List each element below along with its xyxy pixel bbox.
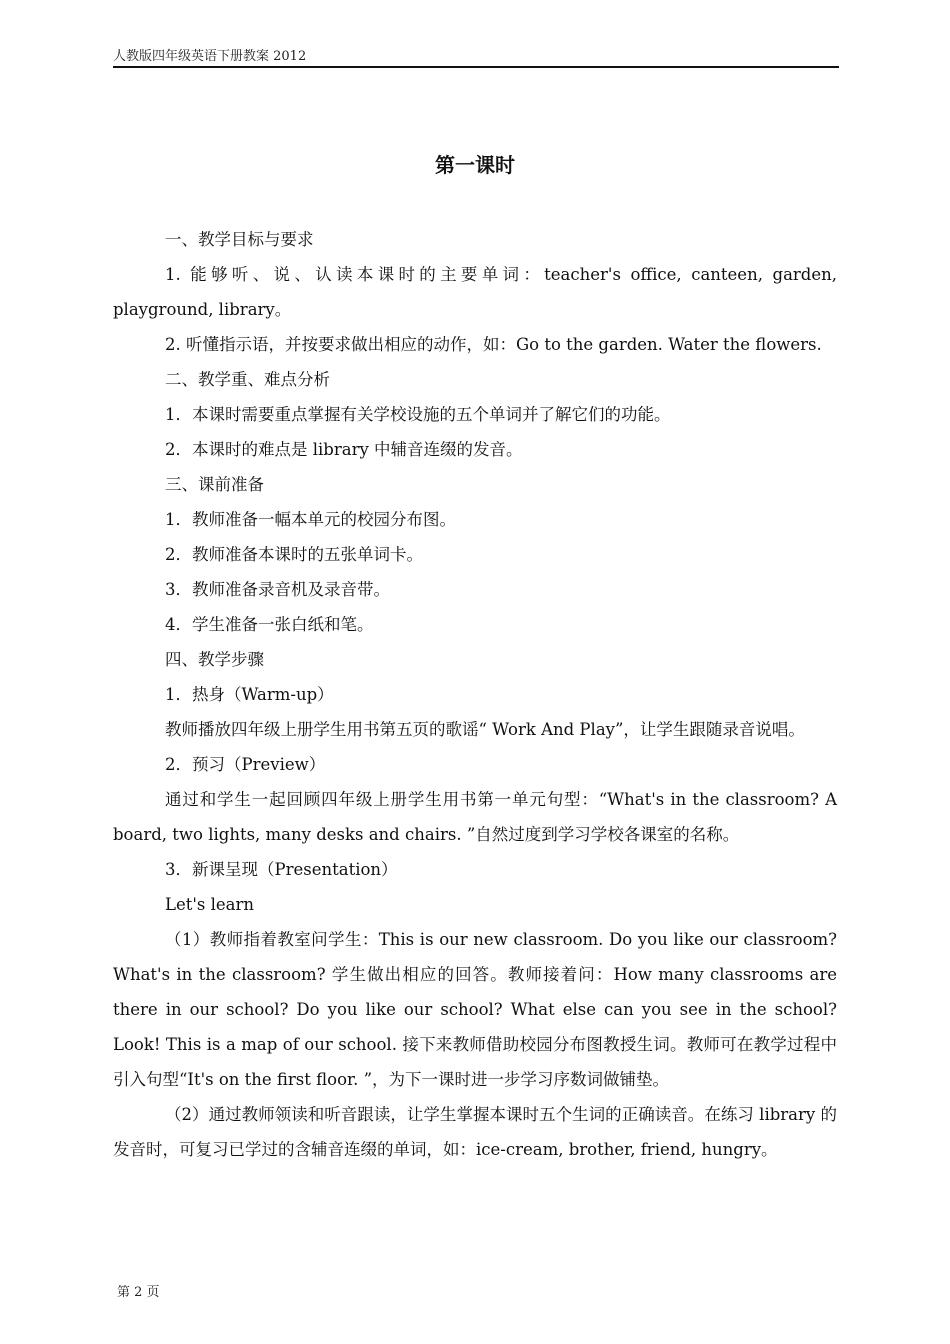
running-header: 人教版四年级英语下册教案 2012 (113, 49, 307, 64)
objective-1: 1. 能够听、说、认读本课时的主要单词：teacher's office, canteen, garden, playground, library。 (113, 265, 837, 319)
presentation-item-2: （2）通过教师领读和听音跟读，让学生掌握本课时五个生词的正确读音。在练习 library 的发音时，可复习已学过的含辅音连缀的单词，如：ice-cream, brother, friend, hungry。 (113, 1105, 837, 1159)
lets-learn-label: Let's learn (165, 895, 254, 914)
step-presentation-heading: 3．新课呈现（Presentation） (165, 860, 398, 879)
preparation-1: 1．教师准备一幅本单元的校园分布图。 (165, 510, 456, 529)
lesson-title: 第一课时 (435, 153, 515, 177)
objective-2: 2. 听懂指示语，并按要求做出相应的动作，如：Go to the garden. Water the flowers. (165, 335, 822, 354)
section-heading-preparation: 三、课前准备 (165, 475, 264, 494)
section-heading-objectives: 一、教学目标与要求 (165, 230, 314, 249)
step-warm-up-heading: 1．热身（Warm-up） (165, 685, 334, 704)
preparation-2: 2．教师准备本课时的五张单词卡。 (165, 545, 423, 564)
presentation-item-1: （1）教师指着教室问学生：This is our new classroom. Do you like our classroom? What's in the classroom? 学生做出相应的回答。教师接着问：How many classrooms are there in our school? Do you like our school? What else can you see in the school? Look! This is a map of our school. 接下来教师借助校园分布图教授生词。教师可在教学过程中引入句型“It's on the first floor. ”，为下一课时进一步学习序数词做铺垫。 (113, 930, 837, 1089)
document-body (113, 222, 837, 1167)
section-heading-steps: 四、教学步骤 (165, 650, 264, 669)
key-point-2: 2．本课时的难点是 library 中辅音连缀的发音。 (165, 440, 523, 459)
step-preview-heading: 2．预习（Preview） (165, 755, 326, 774)
page-number: 第 2 页 (117, 1285, 160, 1300)
preparation-3: 3．教师准备录音机及录音带。 (165, 580, 390, 599)
key-point-1: 1．本课时需要重点掌握有关学校设施的五个单词并了解它们的功能。 (165, 405, 671, 424)
step-warm-up-text: 教师播放四年级上册学生用书第五页的歌谣“ Work And Play”，让学生跟随录音说唱。 (165, 720, 805, 739)
preparation-4: 4．学生准备一张白纸和笔。 (165, 615, 374, 634)
section-heading-key-points: 二、教学重、难点分析 (165, 370, 330, 389)
step-preview-text: 通过和学生一起回顾四年级上册学生用书第一单元句型：“What's in the classroom? A board, two lights, many desks and chairs. ”自然过度到学习学校各课室的名称。 (113, 790, 837, 844)
header-rule (113, 66, 839, 68)
